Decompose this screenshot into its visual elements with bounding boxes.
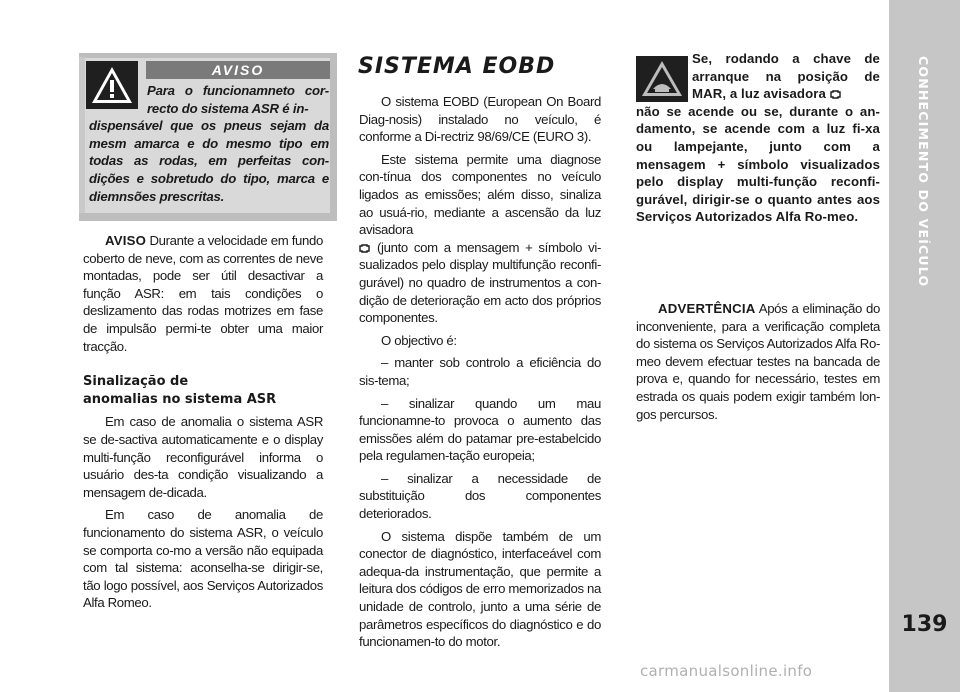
- aviso-paragraph: [83, 232, 323, 355]
- aviso-box-top-border: [79, 53, 337, 58]
- middle-column: [359, 93, 601, 651]
- aviso-inline-text: Durante a velocidade em fundo coberto de neve, com as correntes de neve montadas, pode ser útil desactivar a função ASR: em tais condições o deslizamento das rodas motrizes em fase de impulsão permi-te obter uma maior tracção.: [83, 233, 323, 354]
- advertencia-text: [636, 300, 880, 423]
- right-warning-first: [636, 50, 880, 103]
- aviso-box-bottom-border: [79, 213, 337, 221]
- middle-paragraph-4: – manter sob controlo a eficiência do sis-tema;: [359, 355, 601, 388]
- middle-paragraph-1: O sistema EOBD (European On Board Diag-nosis) instalado no veículo, é conforme a Di-rectriz 98/69/CE (EURO 3).: [359, 94, 601, 145]
- middle-paragraph-5: – sinalizar quando um mau funcionamne-to provoca o aumento das emissões além do patamar pre-estabelcido pela regulamen-tação europeia;: [359, 395, 601, 464]
- aviso-label: AVISO: [146, 61, 330, 79]
- middle-paragraph-3: O objectivo é:: [381, 332, 457, 348]
- middle-paragraph-2: [359, 151, 601, 327]
- aviso-text-rest: dispensável que os pneus sejam da mesm amarca e do mesmo tipo em todas as rodas, em perfeitas con-dições e sobretudo do tipo, marca e diemnsões prescritas.: [89, 118, 329, 204]
- right-warning-text: [636, 50, 880, 226]
- right-warning-first-text: Se, rodando a chave de arranque na posição de MAR, a luz avisadora: [692, 51, 880, 102]
- aviso-inline-label: AVISO: [105, 233, 147, 248]
- engine-warning-icon: [359, 240, 371, 255]
- aviso-box-text: [89, 82, 329, 205]
- middle-paragraph-7: O sistema dispõe também de um conector de diagnóstico, interfaceável com adequa-da instrumentação, que permite a leitura dos códigos de erro memorizados na unidade de controlo, junto a uma série de parâmetros específicos do diagnóstico e do funcionamen-to do motor.: [359, 528, 601, 650]
- advertencia-body: Após a eliminação do inconveniente, para a verificação completa do sistema os Serviços Autorizados Alfa Ro-meo devem efectuar testes na bancada de prova e, quando for necessário, testes em estrada os quais podem exigir também lon-gos percursos.: [636, 301, 880, 422]
- middle-paragraph-2a: Este sistema permite uma diagnose con-tínua dos componentes no veículo ligados as emissões; além disso, sinaliza ao usuá-rio, mediante a ascensão da luz avisadora: [359, 151, 601, 238]
- watermark: carmanualsonline.info: [640, 662, 813, 680]
- left-paragraph-1: Em caso de anomalia o sistema ASR se de-sactiva automaticamente e o display multi-função reconfigurável informa o usuário des-ta condição visualizando a mensagem de-dicada.: [83, 414, 323, 500]
- side-section-text: CONHECIMENTO DO VEÍCULO: [916, 56, 931, 288]
- aviso-box-right-border: [330, 57, 337, 221]
- aviso-box-left-border: [79, 57, 85, 221]
- section-title-line-1: Sinalização de: [83, 374, 189, 390]
- left-column: [83, 232, 323, 612]
- section-title: [83, 373, 323, 408]
- engine-warning-icon-small: [830, 86, 842, 101]
- right-warning-rest: não se acende ou se, durante o an-damento, se acende com a luz fi-xa ou lampejante, junto com a mensagem + símbolo visualizados pelo display multi-função reconfi-gurável, dirigir-se o quanto antes aos Serviços Autorizados Alfa Ro-meo.: [636, 103, 880, 225]
- left-paragraph-2: Em caso de anomalia de funcionamento do sistema ASR, o veículo se comporta co-mo a versão não equipada com tal sistema: aconselha-se dirigir-se, tão logo possível, aos Serviços Autorizados Alfa Romeo.: [83, 507, 323, 611]
- section-title-line-2: anomalias no sistema ASR: [83, 391, 277, 407]
- side-section-title: [909, 56, 939, 596]
- aviso-text-first: Para o funcionamneto cor-recto do sistema ASR é in-: [147, 83, 329, 116]
- page-number: 139: [901, 612, 948, 637]
- middle-paragraph-6: – sinalizar a necessidade de substituição dos componentes deteriorados.: [359, 470, 601, 522]
- advertencia-paragraph: [636, 300, 880, 423]
- advertencia-label: ADVERTÊNCIA: [658, 301, 756, 316]
- section-heading: SISTEMA EOBD: [358, 54, 556, 79]
- middle-paragraph-2b: (junto com a mensagem + símbolo vi-sualizados pelo display multifunção reconfi-gurável) no quadro de instrumentos a con-dição de deterioração em acto dos próprios componentes.: [359, 239, 601, 326]
